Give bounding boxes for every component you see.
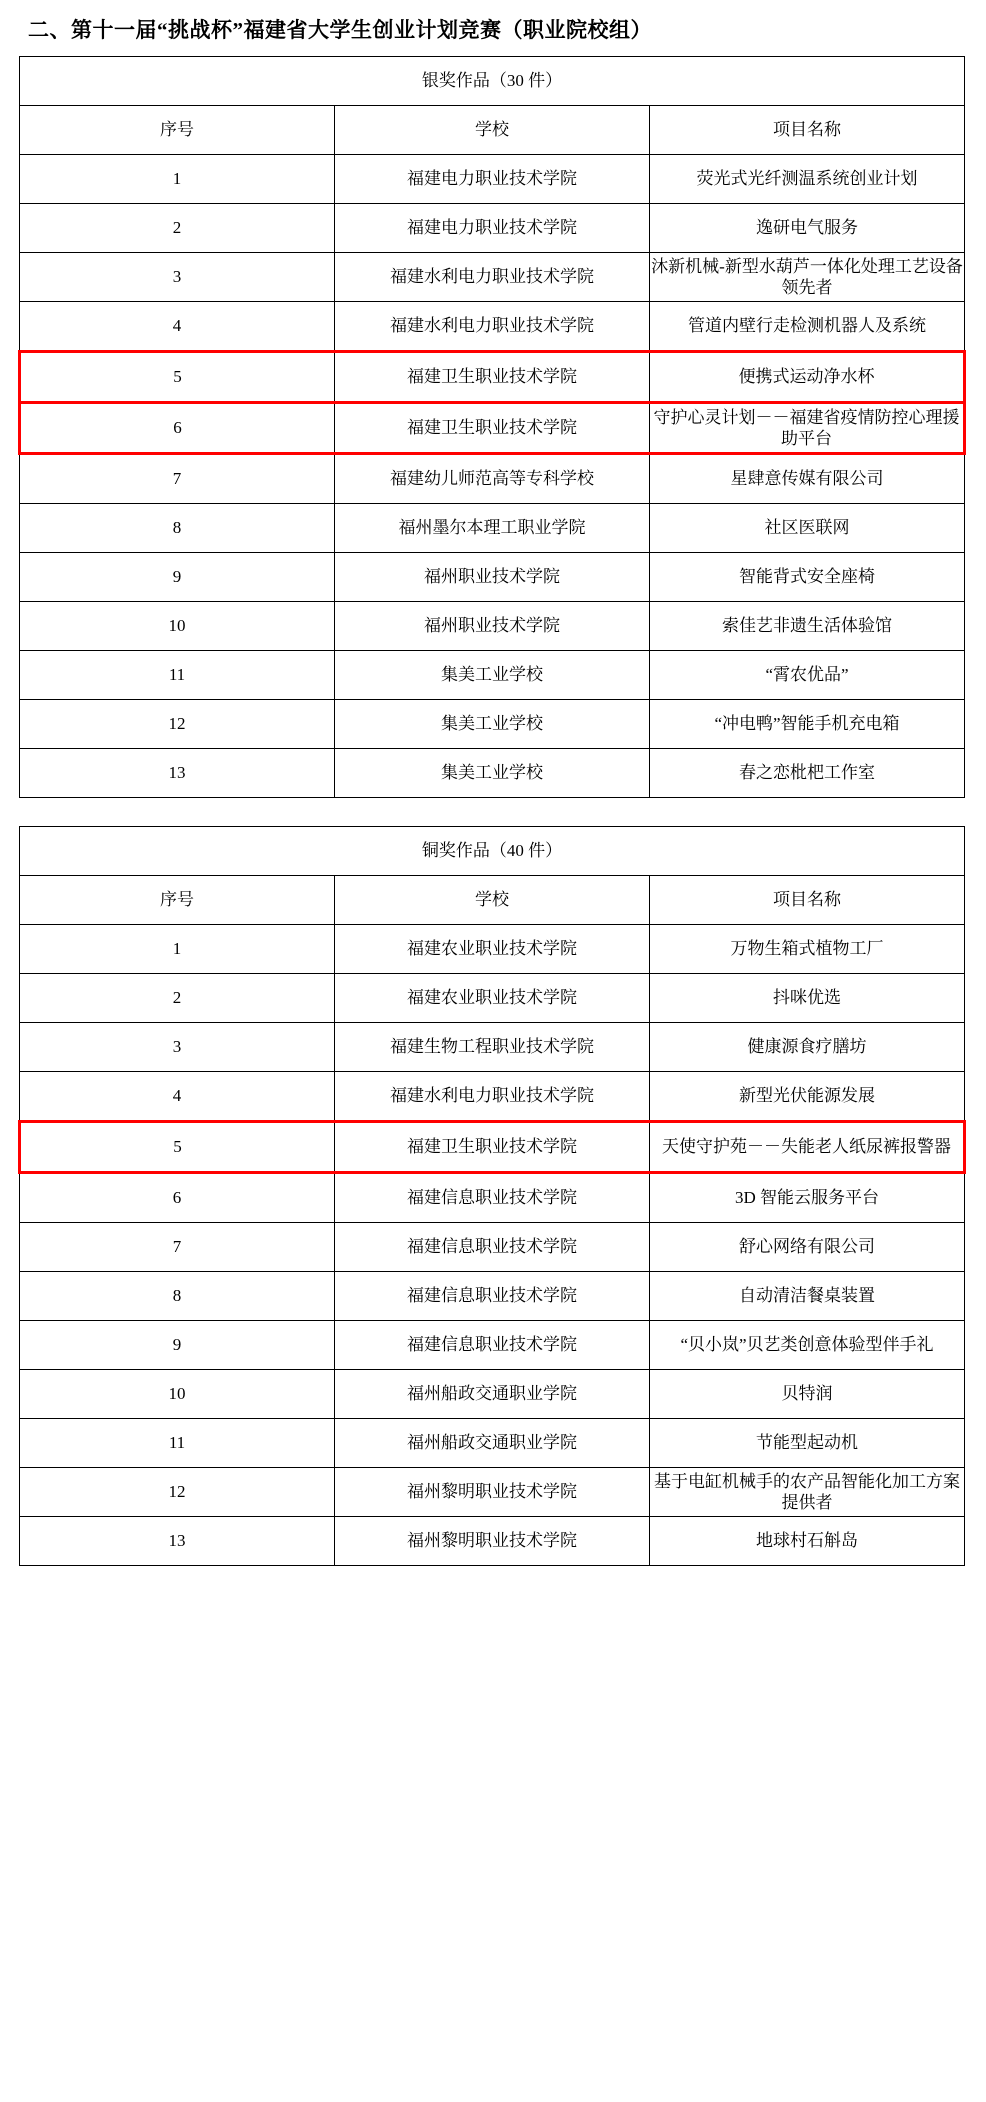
cell-sequence-number: 1 (20, 155, 335, 204)
table-row (20, 1272, 965, 1321)
cell-sequence-number: 12 (20, 1468, 335, 1517)
cell-school: 集美工业学校 (335, 651, 650, 700)
cell-school: 福建卫生职业技术学院 (335, 1122, 650, 1173)
cell-sequence-number: 2 (20, 974, 335, 1023)
table-row (20, 1370, 965, 1419)
table-row (20, 454, 965, 504)
tables-container (18, 56, 968, 1566)
cell-sequence-number: 1 (20, 925, 335, 974)
cell-project-name: 舒心网络有限公司 (650, 1223, 965, 1272)
cell-project-name: 星肆意传媒有限公司 (650, 454, 965, 504)
table-caption: 铜奖作品（40 件） (20, 827, 965, 876)
cell-sequence-number: 4 (20, 302, 335, 352)
page-title: 二、第十一届“挑战杯”福建省大学生创业计划竞赛（职业院校组） (28, 18, 652, 42)
table-row (20, 925, 965, 974)
table-row (20, 1419, 965, 1468)
cell-sequence-number: 2 (20, 204, 335, 253)
column-header: 序号 (20, 106, 335, 155)
table-row (20, 155, 965, 204)
table-row (20, 1321, 965, 1370)
column-header: 学校 (335, 876, 650, 925)
cell-school: 福州职业技术学院 (335, 602, 650, 651)
cell-project-name: 春之恋枇杷工作室 (650, 749, 965, 798)
cell-sequence-number: 12 (20, 700, 335, 749)
cell-project-name: “霄农优品” (650, 651, 965, 700)
table-row (20, 403, 965, 454)
cell-sequence-number: 5 (20, 1122, 335, 1173)
cell-sequence-number: 3 (20, 253, 335, 302)
cell-school: 福州墨尔本理工职业学院 (335, 504, 650, 553)
cell-school: 集美工业学校 (335, 749, 650, 798)
table-row (20, 700, 965, 749)
award-table (18, 56, 966, 798)
cell-project-name: 逸研电气服务 (650, 204, 965, 253)
cell-project-name: “贝小岚”贝艺类创意体验型伴手礼 (650, 1321, 965, 1370)
cell-project-name: 社区医联网 (650, 504, 965, 553)
cell-school: 福建水利电力职业技术学院 (335, 253, 650, 302)
cell-sequence-number: 8 (20, 1272, 335, 1321)
cell-project-name: 万物生箱式植物工厂 (650, 925, 965, 974)
column-header: 项目名称 (650, 106, 965, 155)
table-row (20, 1122, 965, 1173)
cell-sequence-number: 8 (20, 504, 335, 553)
cell-sequence-number: 11 (20, 1419, 335, 1468)
cell-school: 福建水利电力职业技术学院 (335, 302, 650, 352)
cell-sequence-number: 7 (20, 1223, 335, 1272)
cell-project-name: 沐新机械-新型水葫芦一体化处理工艺设备领先者 (650, 253, 965, 302)
award-table (18, 826, 966, 1566)
table-row (20, 253, 965, 302)
table-row (20, 1468, 965, 1517)
cell-school: 福建卫生职业技术学院 (335, 352, 650, 403)
cell-project-name: 自动清洁餐桌装置 (650, 1272, 965, 1321)
cell-school: 福建信息职业技术学院 (335, 1223, 650, 1272)
cell-project-name: 天使守护苑－－失能老人纸尿裤报警器 (650, 1122, 965, 1173)
cell-sequence-number: 11 (20, 651, 335, 700)
cell-sequence-number: 7 (20, 454, 335, 504)
cell-school: 福建农业职业技术学院 (335, 925, 650, 974)
cell-sequence-number: 9 (20, 553, 335, 602)
cell-project-name: 管道内壁行走检测机器人及系统 (650, 302, 965, 352)
table-row (20, 352, 965, 403)
cell-project-name: 贝特润 (650, 1370, 965, 1419)
cell-school: 福州船政交通职业学院 (335, 1419, 650, 1468)
cell-sequence-number: 13 (20, 1517, 335, 1566)
cell-sequence-number: 6 (20, 403, 335, 454)
cell-project-name: 健康源食疗膳坊 (650, 1023, 965, 1072)
cell-sequence-number: 10 (20, 602, 335, 651)
cell-school: 福建信息职业技术学院 (335, 1272, 650, 1321)
cell-project-name: 3D 智能云服务平台 (650, 1173, 965, 1223)
cell-school: 福建电力职业技术学院 (335, 155, 650, 204)
table-row (20, 504, 965, 553)
cell-school: 福州黎明职业技术学院 (335, 1517, 650, 1566)
table-row (20, 302, 965, 352)
cell-school: 福建生物工程职业技术学院 (335, 1023, 650, 1072)
cell-sequence-number: 6 (20, 1173, 335, 1223)
cell-school: 福州职业技术学院 (335, 553, 650, 602)
table-caption-row (20, 57, 965, 106)
cell-sequence-number: 13 (20, 749, 335, 798)
cell-project-name: 地球村石斛岛 (650, 1517, 965, 1566)
cell-project-name: 基于电缸机械手的农产品智能化加工方案提供者 (650, 1468, 965, 1517)
cell-project-name: “冲电鸭”智能手机充电箱 (650, 700, 965, 749)
column-header: 序号 (20, 876, 335, 925)
cell-project-name: 守护心灵计划－－福建省疫情防控心理援助平台 (650, 403, 965, 454)
table-row (20, 1173, 965, 1223)
cell-project-name: 新型光伏能源发展 (650, 1072, 965, 1122)
cell-school: 福建幼儿师范高等专科学校 (335, 454, 650, 504)
column-header: 学校 (335, 106, 650, 155)
cell-school: 福州黎明职业技术学院 (335, 1468, 650, 1517)
cell-school: 福建水利电力职业技术学院 (335, 1072, 650, 1122)
cell-sequence-number: 4 (20, 1072, 335, 1122)
cell-sequence-number: 5 (20, 352, 335, 403)
table-row (20, 602, 965, 651)
table-row (20, 1517, 965, 1566)
cell-school: 福建电力职业技术学院 (335, 204, 650, 253)
cell-sequence-number: 3 (20, 1023, 335, 1072)
cell-school: 福建农业职业技术学院 (335, 974, 650, 1023)
table-row (20, 1023, 965, 1072)
table-row (20, 553, 965, 602)
cell-project-name: 索佳艺非遗生活体验馆 (650, 602, 965, 651)
table-row (20, 974, 965, 1023)
cell-school: 福建信息职业技术学院 (335, 1173, 650, 1223)
cell-project-name: 抖咪优选 (650, 974, 965, 1023)
cell-school: 集美工业学校 (335, 700, 650, 749)
table-row (20, 749, 965, 798)
table-row (20, 204, 965, 253)
cell-school: 福州船政交通职业学院 (335, 1370, 650, 1419)
table-row (20, 1223, 965, 1272)
cell-sequence-number: 9 (20, 1321, 335, 1370)
table-caption: 银奖作品（30 件） (20, 57, 965, 106)
cell-project-name: 荧光式光纤测温系统创业计划 (650, 155, 965, 204)
table-row (20, 651, 965, 700)
table-row (20, 1072, 965, 1122)
cell-school: 福建卫生职业技术学院 (335, 403, 650, 454)
column-header: 项目名称 (650, 876, 965, 925)
table-header-row (20, 876, 965, 925)
cell-school: 福建信息职业技术学院 (335, 1321, 650, 1370)
table-header-row (20, 106, 965, 155)
cell-project-name: 智能背式安全座椅 (650, 553, 965, 602)
cell-sequence-number: 10 (20, 1370, 335, 1419)
cell-project-name: 节能型起动机 (650, 1419, 965, 1468)
cell-project-name: 便携式运动净水杯 (650, 352, 965, 403)
table-caption-row (20, 827, 965, 876)
